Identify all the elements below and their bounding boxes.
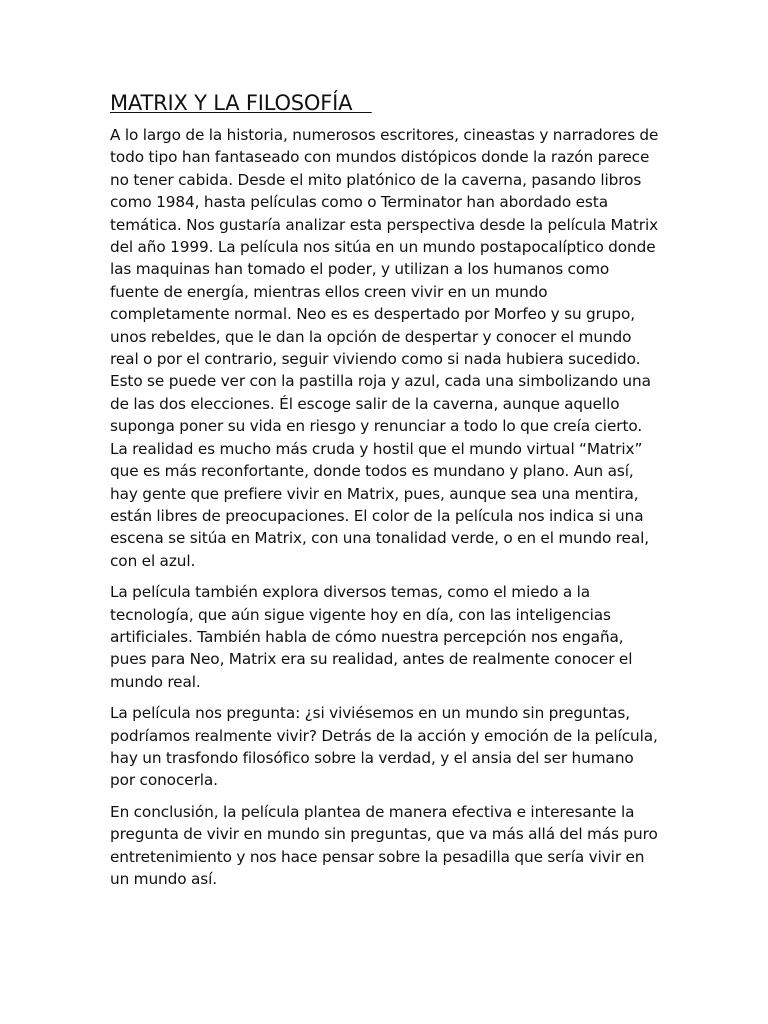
document-title: MATRIX Y LA FILOSOFÍA bbox=[110, 91, 372, 115]
paragraph-themes: La película también explora diversos temas, como el miedo a la tecnología, que aún sigue vigente hoy en día, con las inteligencias artificiales. También habla de cómo nuestra percepción nos engaña, pues para Neo, Matrix era su realidad, antes de realmente conocer el mundo real. bbox=[110, 583, 633, 691]
paragraph-intro: A lo largo de la historia, numerosos escritores, cineastas y narradores de todo tipo han fantaseado con mundos distópicos donde la razón parece no tener cabida. Desde el mito platónico de la caverna, pasando libros como 1984, hasta películas como o Terminator han abordado esta temática. Nos gustaría analizar esta perspectiva desde la película Matrix del año 1999. La película nos sitúa en un mundo postapocalíptico donde las maquinas han tomado el poder, y utilizan a los humanos como fuente de energía, mientras ellos creen vivir en un mundo completamente normal. Neo es es despertado por Morfeo y su grupo, unos rebeldes, que le dan la opción de despertar y conocer el mundo real o por el contrario, seguir viviendo como si nada hubiera sucedido. Esto se puede ver con la pastilla roja y azul, cada una simbolizando una de las dos elecciones. Él escoge salir de la caverna, aunque aquello suponga poner su vida en riesgo y renunciar a todo lo que creía cierto. La realidad es mucho más cruda y hostil que el mundo virtual “Matrix” que es más reconfortante, donde todos es mundano y plano. Aun así, hay gente que prefiere vivir en Matrix, pues, aunque sea una mentira, están libres de preocupaciones. El color de la película nos indica si una escena se sitúa en Matrix, con una tonalidad verde, o en el mundo real, con el azul. bbox=[110, 126, 659, 570]
document-page bbox=[110, 88, 662, 899]
paragraph-conclusion: En conclusión, la película plantea de manera efectiva e interesante la pregunta de vivir en mundo sin preguntas, que va más allá del más puro entretenimiento y nos hace pensar sobre la pesadilla que sería vivir en un mundo así. bbox=[110, 802, 658, 888]
paragraph-question: La película nos pregunta: ¿si viviésemos en un mundo sin preguntas, podríamos realmente vivir? Detrás de la acción y emoción de la película, hay un trasfondo filosófico sobre la verdad, y el ansia del ser humano por conocerla. bbox=[110, 704, 658, 790]
